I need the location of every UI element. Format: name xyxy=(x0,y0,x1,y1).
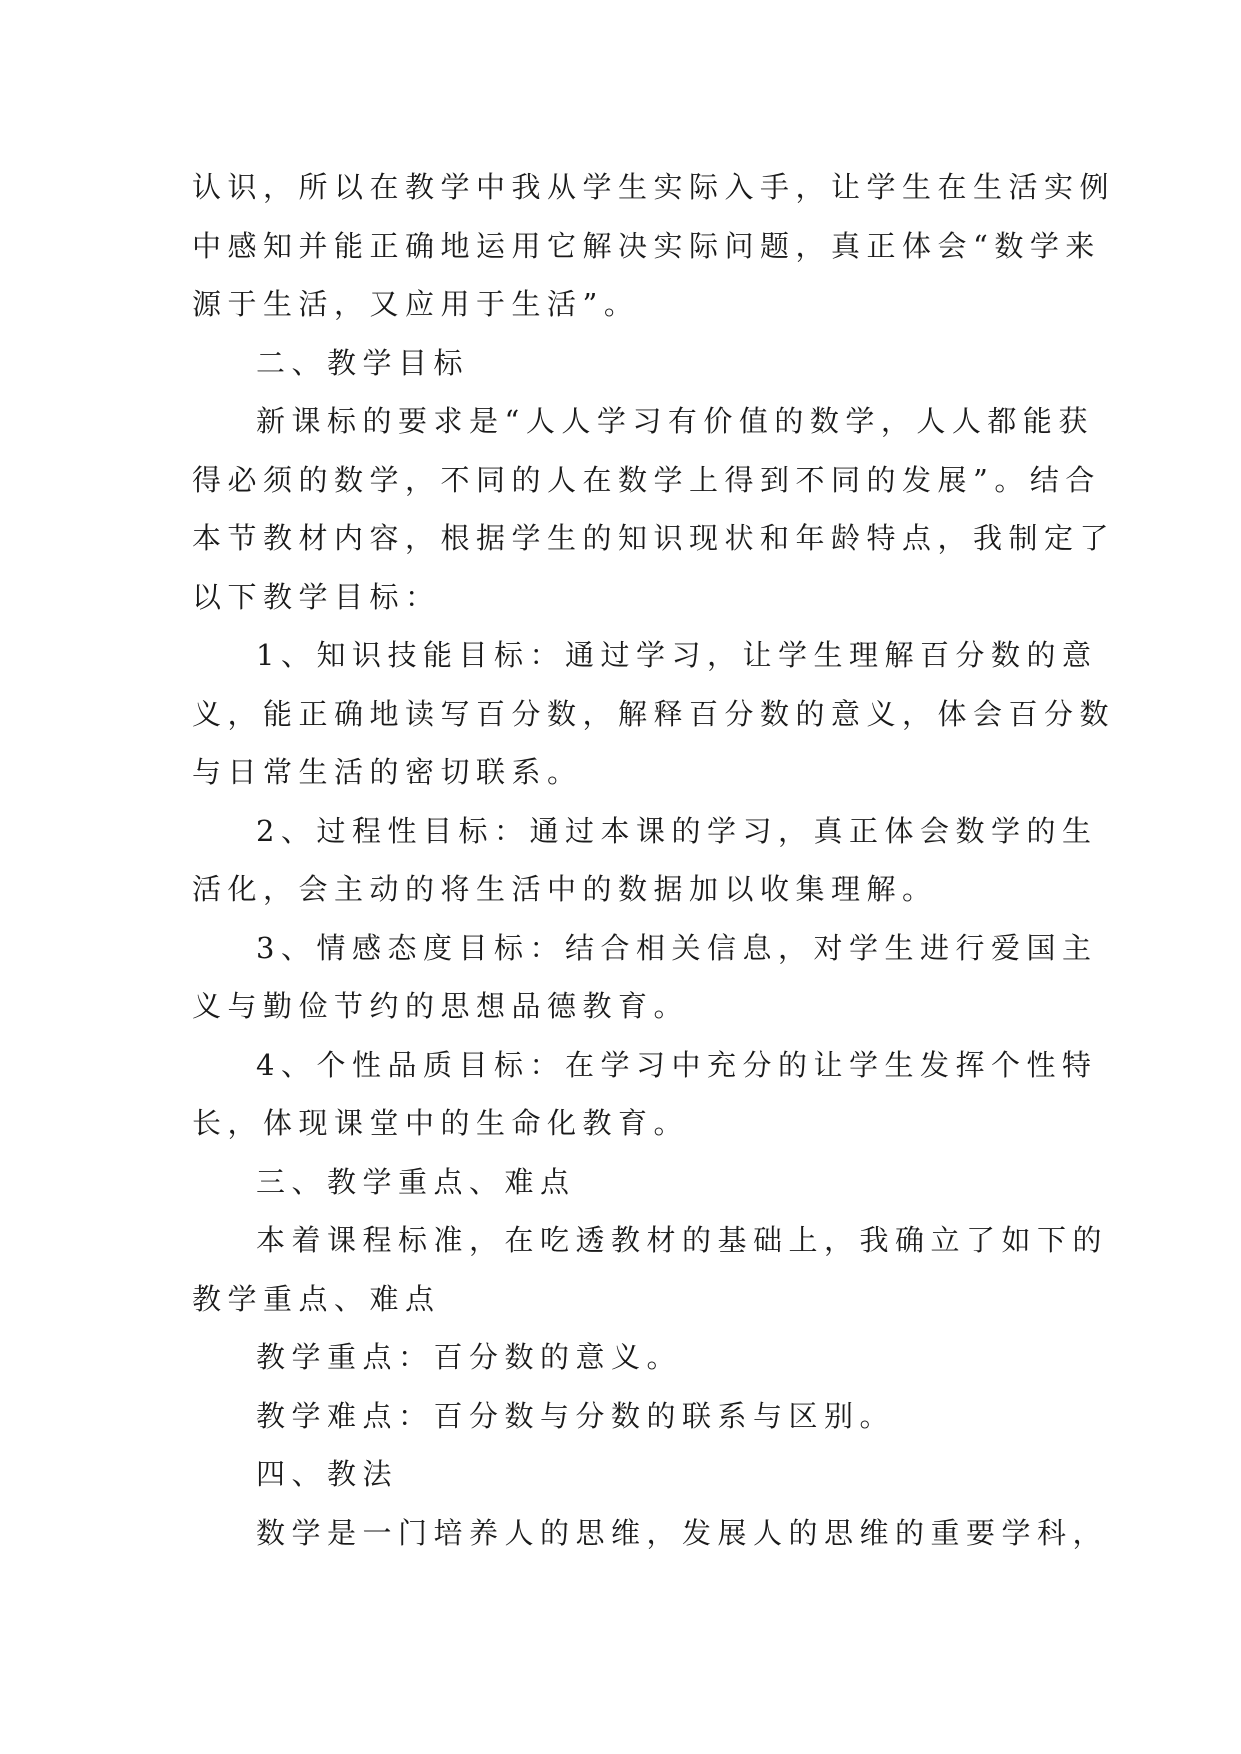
text-line: 义与勤俭节约的思想品德教育。 xyxy=(192,989,690,1023)
text-line: 义，能正确地读写百分数，解释百分数的意义，体会百分数 xyxy=(192,696,1116,731)
text-line: 教学难点：百分数与分数的联系与区别。 xyxy=(256,1398,896,1433)
text-line: 得必须的数学，不同的人在数学上得到不同的发展”。结合 xyxy=(192,462,1101,497)
list-item: 2、过程性目标：通过本课的学习，真正体会数学的生 xyxy=(256,813,1098,848)
section-heading: 二、教学目标 xyxy=(256,345,470,380)
document-body xyxy=(192,158,1116,1562)
text-line: 活化，会主动的将生活中的数据加以收集理解。 xyxy=(192,872,938,906)
text-line: 长，体现课堂中的生命化教育。 xyxy=(192,1106,690,1140)
text-line: 中感知并能正确地运用它解决实际问题，真正体会“数学来 xyxy=(192,228,1101,263)
text-line: 教学重点：百分数的意义。 xyxy=(256,1340,683,1374)
text-line: 新课标的要求是“人人学习有价值的数学，人人都能获 xyxy=(256,404,1094,438)
section-heading: 四、教法 xyxy=(256,1457,399,1491)
text-line: 数学是一门培养人的思维，发展人的思维的重要学科， xyxy=(256,1515,1109,1550)
list-item: 3、情感态度目标：结合相关信息，对学生进行爱国主 xyxy=(256,930,1098,965)
text-line: 本着课程标准，在吃透教材的基础上，我确立了如下的 xyxy=(256,1223,1109,1257)
text-line: 本节教材内容，根据学生的知识现状和年龄特点，我制定了 xyxy=(192,521,1116,555)
text-line: 与日常生活的密切联系。 xyxy=(192,755,583,789)
text-line: 以下教学目标： xyxy=(192,579,441,614)
text-line: 认识，所以在教学中我从学生实际入手，让学生在生活实例 xyxy=(192,170,1116,204)
list-item: 1、知识技能目标：通过学习，让学生理解百分数的意 xyxy=(256,638,1098,672)
text-line: 源于生活，又应用于生活”。 xyxy=(192,287,640,321)
section-heading: 三、教学重点、难点 xyxy=(256,1164,576,1199)
text-line: 教学重点、难点 xyxy=(192,1281,441,1316)
list-item: 4、个性品质目标：在学习中充分的让学生发挥个性特 xyxy=(256,1047,1098,1082)
